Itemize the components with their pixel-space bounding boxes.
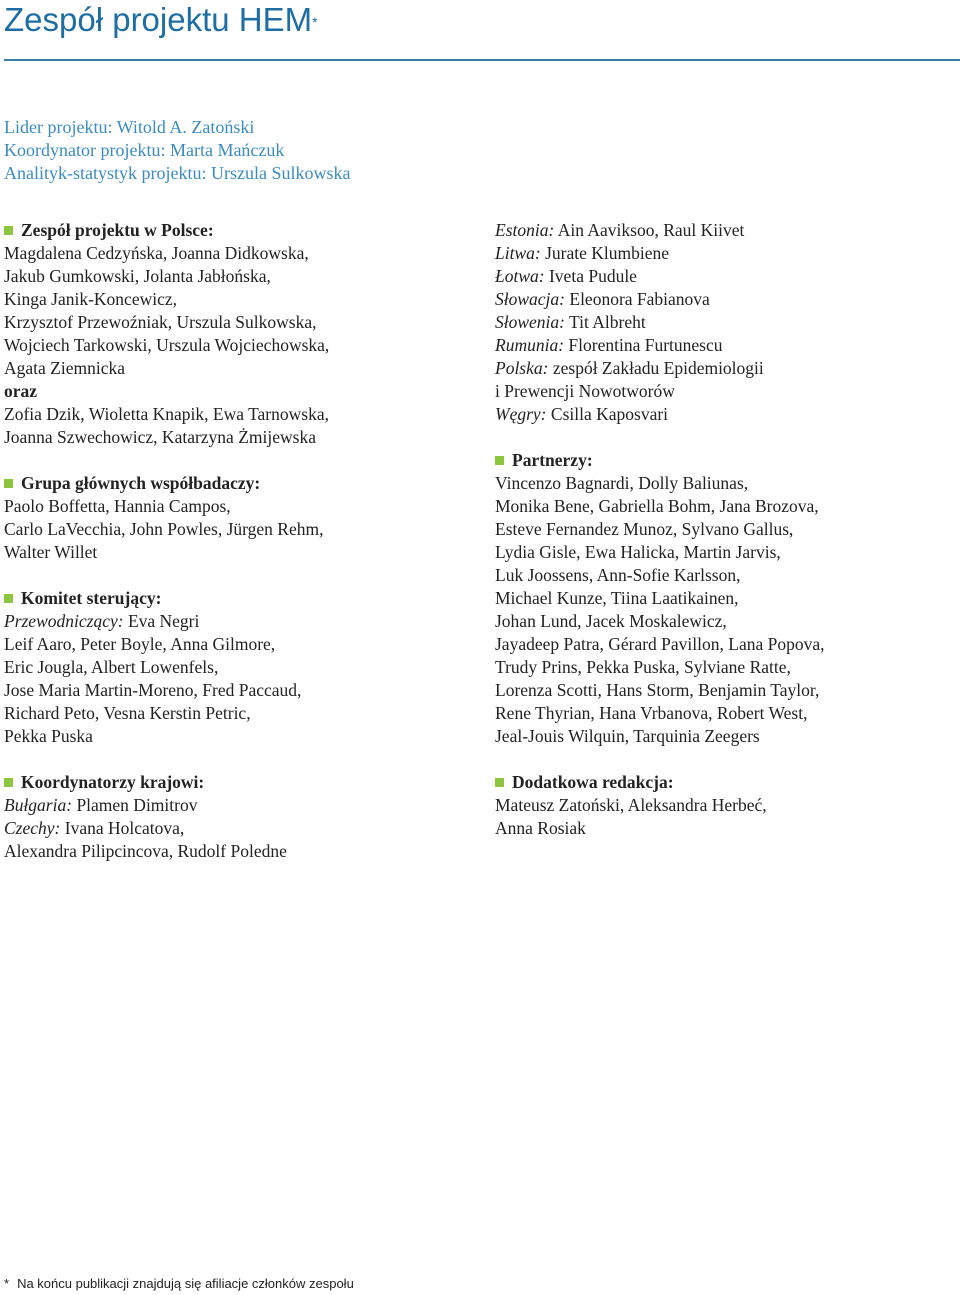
list-item: Lydia Gisle, Ewa Halicka, Martin Jarvis, [495,542,781,562]
list-item: Johan Lund, Jacek Moskalewicz, [495,611,727,631]
country-polska: Polska: zespół Zakładu Epidemiologii [495,358,764,378]
country-estonia: Estonia: Ain Aaviksoo, Raul Kiivet [495,220,745,240]
list-item: Joanna Szwechowicz, Katarzyna Żmijewska [4,427,316,447]
list-item: Jakub Gumkowski, Jolanta Jabłońska, [4,266,271,286]
lead-leader: Lider projektu: Witold A. Zatoński [4,117,255,137]
list-item: Krzysztof Przewoźniak, Urszula Sulkowska, [4,312,317,332]
list-item: Kinga Janik-Koncewicz, [4,289,177,309]
country-rumunia: Rumunia: Florentina Furtunescu [495,335,723,355]
page-title [4,0,318,40]
list-item: Magdalena Cedzyńska, Joanna Didkowska, [4,243,309,263]
country-lotwa: Łotwa: Iveta Pudule [495,266,637,286]
footnote: * Na końcu publikacji znajdują się afiliacje członków zespołu [4,1276,354,1291]
footnote-mark: * [312,14,318,30]
country-czechy: Czechy: Ivana Holcatova, [4,818,185,838]
list-item: Jose Maria Martin-Moreno, Fred Paccaud, [4,680,302,700]
list-item: Lorenza Scotti, Hans Storm, Benjamin Taylor, [495,680,820,700]
section-heading-polska: Zespół projektu w Polsce: [4,219,474,242]
section-heading-grupa: Grupa głównych współbadaczy: [4,472,474,495]
country-slowenia: Słowenia: Tit Albreht [495,312,646,332]
list-item: Jayadeep Patra, Gérard Pavillon, Lana Popova, [495,634,825,654]
list-item: Pekka Puska [4,726,93,746]
list-item: Luk Joossens, Ann-Sofie Karlsson, [495,565,741,585]
country-bulgaria: Bułgaria: Plamen Dimitrov [4,795,198,815]
country-slowacja: Słowacja: Eleonora Fabianova [495,289,710,309]
list-item: Zofia Dzik, Wioletta Knapik, Ewa Tarnowska, [4,404,329,424]
list-item: Wojciech Tarkowski, Urszula Wojciechowska, [4,335,330,355]
right-column [495,219,955,840]
bullet-square-icon [4,594,13,603]
list-item: Eric Jougla, Albert Lowenfels, [4,657,219,677]
komitet-chair: Przewodniczący: Eva Negri [4,611,200,631]
list-item: Michael Kunze, Tiina Laatikainen, [495,588,739,608]
country-litwa: Litwa: Jurate Klumbiene [495,243,670,263]
section-heading-partnerzy: Partnerzy: [495,449,955,472]
page-title-text: Zespół projektu HEM [4,1,313,38]
list-item: Agata Ziemnicka [4,358,125,378]
list-item: Mateusz Zatoński, Aleksandra Herbeć, [495,795,767,815]
list-item: Walter Willet [4,542,98,562]
left-column [4,219,474,863]
title-divider [4,59,960,61]
country-wegry: Węgry: Csilla Kaposvari [495,404,669,424]
list-item: Esteve Fernandez Munoz, Sylvano Gallus, [495,519,794,539]
lead-coordinator: Koordynator projektu: Marta Mańczuk [4,140,285,160]
oraz-label: oraz [4,381,38,401]
list-item: Rene Thyrian, Hana Vrbanova, Robert West, [495,703,808,723]
list-item: Vincenzo Bagnardi, Dolly Baliunas, [495,473,749,493]
list-item: Richard Peto, Vesna Kerstin Petric, [4,703,251,723]
list-item: Paolo Boffetta, Hannia Campos, [4,496,231,516]
bullet-square-icon [495,456,504,465]
list-item: Anna Rosiak [495,818,586,838]
lead-analyst: Analityk-statystyk projektu: Urszula Sulkowska [4,163,351,183]
bullet-square-icon [4,226,13,235]
list-item: Alexandra Pilipcincova, Rudolf Poledne [4,841,287,861]
section-heading-koordynatorzy: Koordynatorzy krajowi: [4,771,474,794]
project-leads [4,116,350,185]
bullet-square-icon [495,778,504,787]
list-item: i Prewencji Nowotworów [495,381,675,401]
list-item: Trudy Prins, Pekka Puska, Sylviane Ratte, [495,657,791,677]
list-item: Monika Bene, Gabriella Bohm, Jana Brozova, [495,496,819,516]
section-heading-komitet: Komitet sterujący: [4,587,474,610]
list-item: Jeal-Jouis Wilquin, Tarquinia Zeegers [495,726,760,746]
list-item: Leif Aaro, Peter Boyle, Anna Gilmore, [4,634,276,654]
bullet-square-icon [4,479,13,488]
list-item: Carlo LaVecchia, John Powles, Jürgen Rehm, [4,519,324,539]
bullet-square-icon [4,778,13,787]
section-heading-redakcja: Dodatkowa redakcja: [495,771,955,794]
